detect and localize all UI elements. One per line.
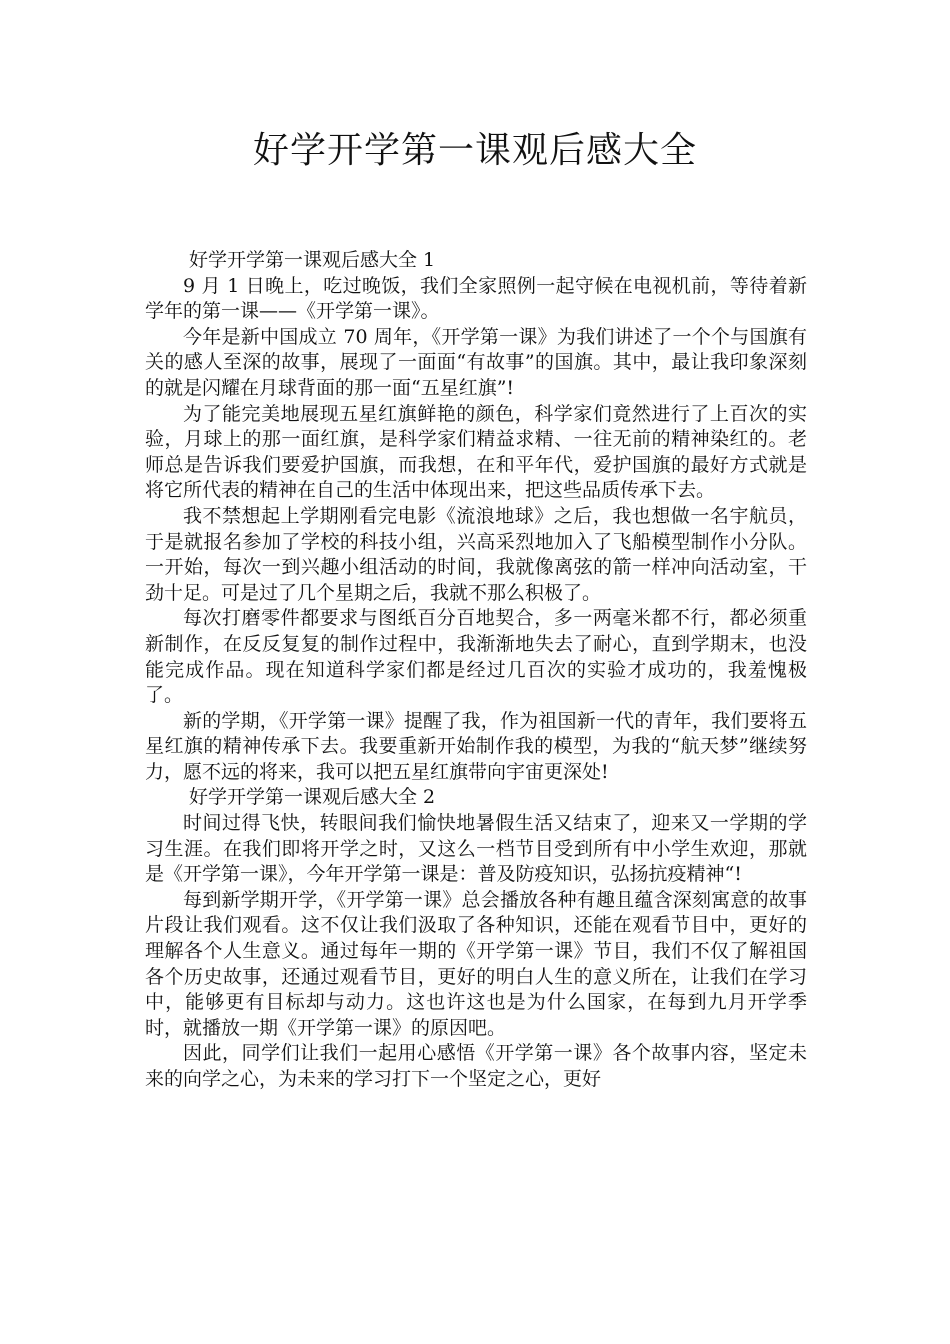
paragraph: 今年是新中国成立 70 周年，《开学第一课》为我们讲述了一个个与国旗有关的感人至深的故事，展现了一面面“有故事”的国旗。其中，最让我印象深刻的就是闪耀在月球背面的那一面“五星红旗”! [145,325,807,399]
paragraph: 我不禁想起上学期刚看完电影《流浪地球》之后，我也想做一名宇航员，于是就报名参加了学校的科技小组，兴高采烈地加入了飞船模型制作小分队。一开始，每次一到兴趣小组活动的时间，我就像离弦的箭一样冲向活动室，干劲十足。可是过了几个星期之后，我就不那么积极了。 [145,504,807,604]
paragraph: 新的学期，《开学第一课》提醒了我，作为祖国新一代的青年，我们要将五星红旗的精神传承下去。我要重新开始制作我的模型，为我的“航天梦”继续努力，愿不远的将来，我可以把五星红旗带向宇宙更深处! [145,709,807,783]
paragraph: 时间过得飞快，转眼间我们愉快地暑假生活又结束了，迎来又一学期的学习生涯。在我们即将开学之时，又这么一档节目受到所有中小学生欢迎，那就是《开学第一课》，今年开学第一课是：普及防疫知识，弘扬抗疫精神“! [145,812,807,886]
paragraph: 每到新学期开学，《开学第一课》总会播放各种有趣且蕴含深刻寓意的故事片段让我们观看。这不仅让我们汲取了各种知识，还能在观看节目中，更好的理解各个人生意义。通过每年一期的《开学第一课》节目，我们不仅了解祖国各个历史故事，还通过观看节目，更好的明白人生的意义所在，让我们在学习中，能够更有目标却与动力。这也许这也是为什么国家，在每到九月开学季时，就播放一期《开学第一课》的原因吧。 [145,888,807,1039]
section-heading-2: 好学开学第一课观后感大全 2 [189,786,436,809]
section-heading-1: 好学开学第一课观后感大全 1 [189,249,436,271]
paragraph: 9 月 1 日晚上，吃过晚饭，我们全家照例一起守候在电视机前，等待着新学年的第一课——《开学第一课》。 [145,274,807,323]
paragraph: 每次打磨零件都要求与图纸百分百地契合，多一两毫米都不行，都必须重新制作，在反反复复的制作过程中，我渐渐地失去了耐心，直到学期末，也没能完成作品。现在知道科学家们都是经过几百次的实验才成功的，我羞愧极了。 [145,607,807,707]
document-title: 好学开学第一课观后感大全 [252,130,697,171]
paragraph: 为了能完美地展现五星红旗鲜艳的颜色，科学家们竟然进行了上百次的实验，月球上的那一面红旗，是科学家们精益求精、一往无前的精神染红的。老师总是告诉我们要爱护国旗，而我想，在和平年代，爱护国旗的最好方式就是将它所代表的精神在自己的生活中体现出来，把这些品质传承下去。 [145,402,807,502]
document-body [145,248,807,1093]
paragraph: 因此，同学们让我们一起用心感悟《开学第一课》各个故事内容，坚定未来的向学之心，为未来的学习打下一个坚定之心，更好 [145,1042,807,1090]
